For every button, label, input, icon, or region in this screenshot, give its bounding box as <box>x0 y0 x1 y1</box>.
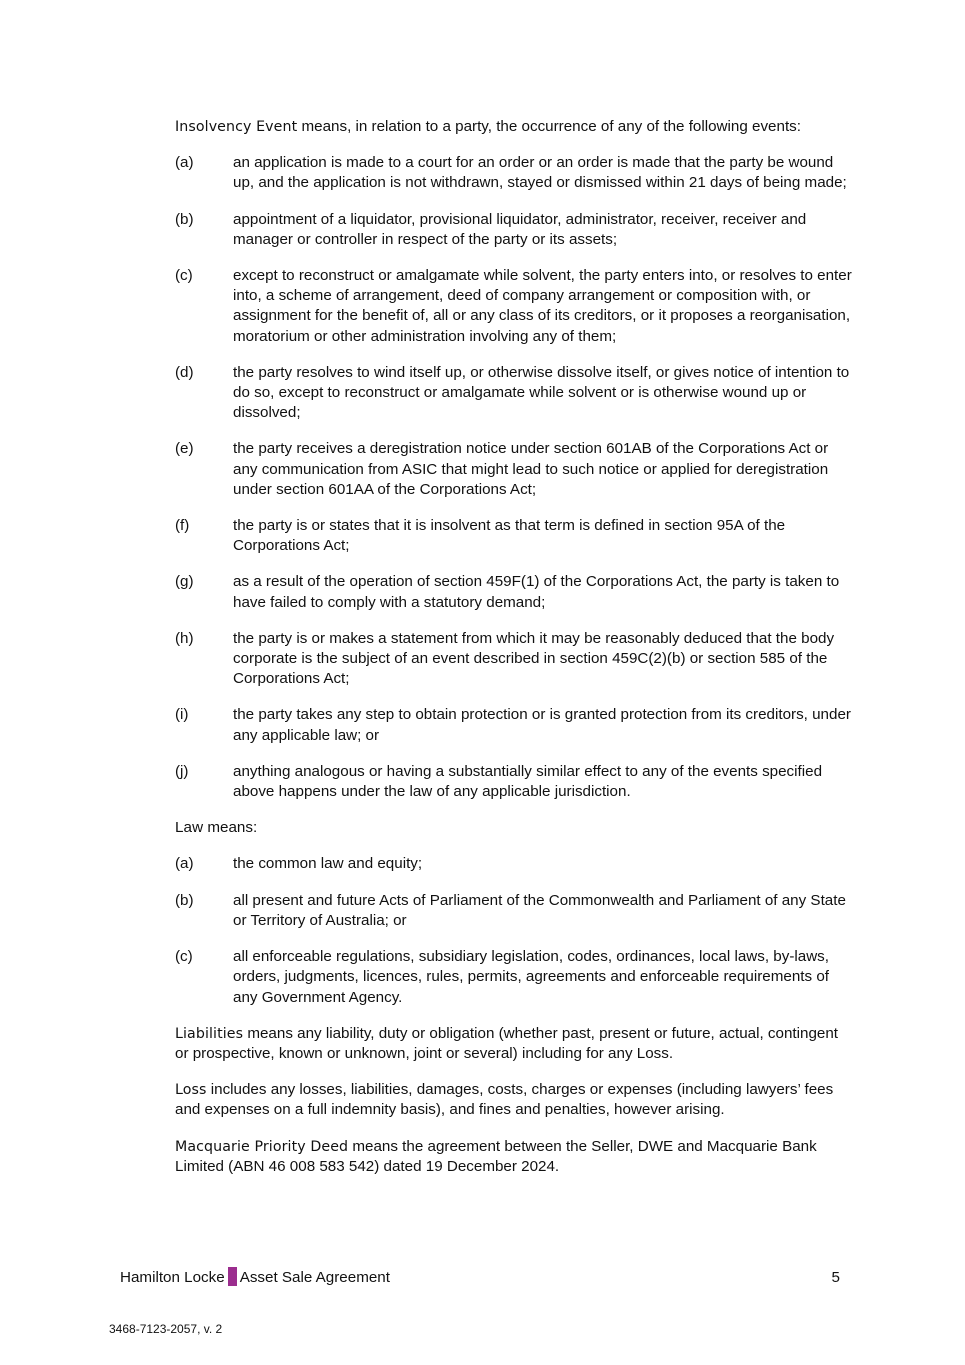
list-item <box>175 891 855 931</box>
page-footer <box>120 1267 840 1289</box>
definition-insolvency-event <box>175 117 855 137</box>
item-label: (j) <box>175 762 189 780</box>
item-label: (a) <box>175 855 194 873</box>
firm-name: Hamilton Locke <box>120 1269 225 1286</box>
list-item <box>175 572 855 612</box>
definition-loss <box>175 1080 855 1120</box>
item-label: (c) <box>175 948 193 966</box>
item-text: the party takes any step to obtain protection or is granted protection from its creditors, under any applicable law; or <box>233 706 851 744</box>
defined-term: Liabilities <box>175 1025 244 1042</box>
item-label: (b) <box>175 891 194 909</box>
defined-term: Macquarie Priority Deed <box>175 1138 349 1155</box>
item-text: appointment of a liquidator, provisional liquidator, administrator, receiver, receiver and manager or controller in respect of the party or its assets; <box>233 210 807 248</box>
list-item <box>175 762 855 802</box>
item-label: (e) <box>175 440 194 458</box>
item-text: the common law and equity; <box>233 855 423 873</box>
footer-brand <box>120 1267 390 1289</box>
item-text: the party is or makes a statement from which it may be reasonably deduced that the body corporate is the subject of an event described in section 459C(2)(b) or section 585 of the Corporations Act; <box>233 629 835 688</box>
document-title: Asset Sale Agreement <box>239 1269 390 1286</box>
definition-intro: means, in relation to a party, the occurrence of any of the following events: <box>297 118 801 135</box>
item-text: an application is made to a court for an order or an order is made that the party be wound up, and the application is not withdrawn, stayed or dismissed within 21 days of being made; <box>233 154 847 192</box>
item-label: (f) <box>175 517 190 535</box>
list-item <box>175 854 855 874</box>
list-item <box>175 516 855 556</box>
list-item <box>175 947 855 1008</box>
item-label: (a) <box>175 154 194 172</box>
list-item <box>175 363 855 424</box>
definitions-body <box>175 117 855 1193</box>
item-label: (b) <box>175 210 194 228</box>
item-label: (d) <box>175 363 194 381</box>
item-text: the party is or states that it is insolvent as that term is defined in section 95A of the Corporations Act; <box>233 517 786 555</box>
definition-text: means any liability, duty or obligation (whether past, present or future, actual, contingent or prospective, known or unknown, joint or several) including for any Loss. <box>175 1024 839 1062</box>
defined-term: Law <box>175 819 204 837</box>
brand-accent-bar <box>228 1267 237 1286</box>
list-item <box>175 210 855 250</box>
item-label: (g) <box>175 573 194 591</box>
definition-intro: means: <box>203 819 258 837</box>
list-item <box>175 629 855 690</box>
document-id: 3468-7123-2057, v. 2 <box>109 1322 223 1336</box>
list-item <box>175 705 855 745</box>
list-item <box>175 153 855 193</box>
item-text: anything analogous or having a substantially similar effect to any of the events specified above happens under the law of any applicable jurisdiction. <box>233 762 823 801</box>
item-text: the party resolves to wind itself up, or otherwise dissolve itself, or gives notice of intention to do so, except to reconstruct or amalgamate while solvent or is otherwise wound up or dissolved; <box>233 363 850 422</box>
list-item <box>175 266 855 347</box>
item-text: all present and future Acts of Parliament of the Commonwealth and Parliament of any State or Territory of Australia; or <box>233 891 846 929</box>
defined-term: Insolvency Event <box>175 119 298 135</box>
list-item <box>175 439 855 500</box>
item-label: (h) <box>175 629 194 647</box>
item-text: except to reconstruct or amalgamate while solvent, the party enters into, or resolves to enter into, a scheme of arrangement, deed of company arrangement or composition with, or assignment for the benefit of, all or any class of its creditors, or it proposes a reorganisation, moratorium or other administration involving any of them; <box>233 267 852 345</box>
item-text: as a result of the operation of section 459F(1) of the Corporations Act, the party is taken to have failed to comply with a statutory demand; <box>233 573 840 611</box>
definition-text: means the agreement between the Seller, DWE and Macquarie Bank Limited (ABN 46 008 583 542) dated 19 December 2024. <box>175 1137 817 1175</box>
definition-macquarie-priority-deed <box>175 1137 855 1177</box>
definition-liabilities <box>175 1024 855 1064</box>
item-text: all enforceable regulations, subsidiary legislation, codes, ordinances, local laws, by-laws, orders, judgments, licences, rules, permits, agreements and enforceable requirements of any Government Agency. <box>233 948 829 1006</box>
definition-text: includes any losses, liabilities, damages, costs, charges or expenses (including lawyers’ fees and expenses on a full indemnity basis), and fines and penalties, however arising. <box>175 1081 834 1119</box>
definition-law <box>175 818 855 838</box>
defined-term: Loss <box>175 1082 207 1099</box>
item-label: (c) <box>175 267 193 285</box>
item-text: the party receives a deregistration notice under section 601AB of the Corporations Act or any communication from ASIC that might lead to such notice or applied for deregistration under section 601AA of the Corporations Act; <box>233 440 829 498</box>
item-label: (i) <box>175 706 189 724</box>
page-number: 5 <box>831 1269 840 1286</box>
